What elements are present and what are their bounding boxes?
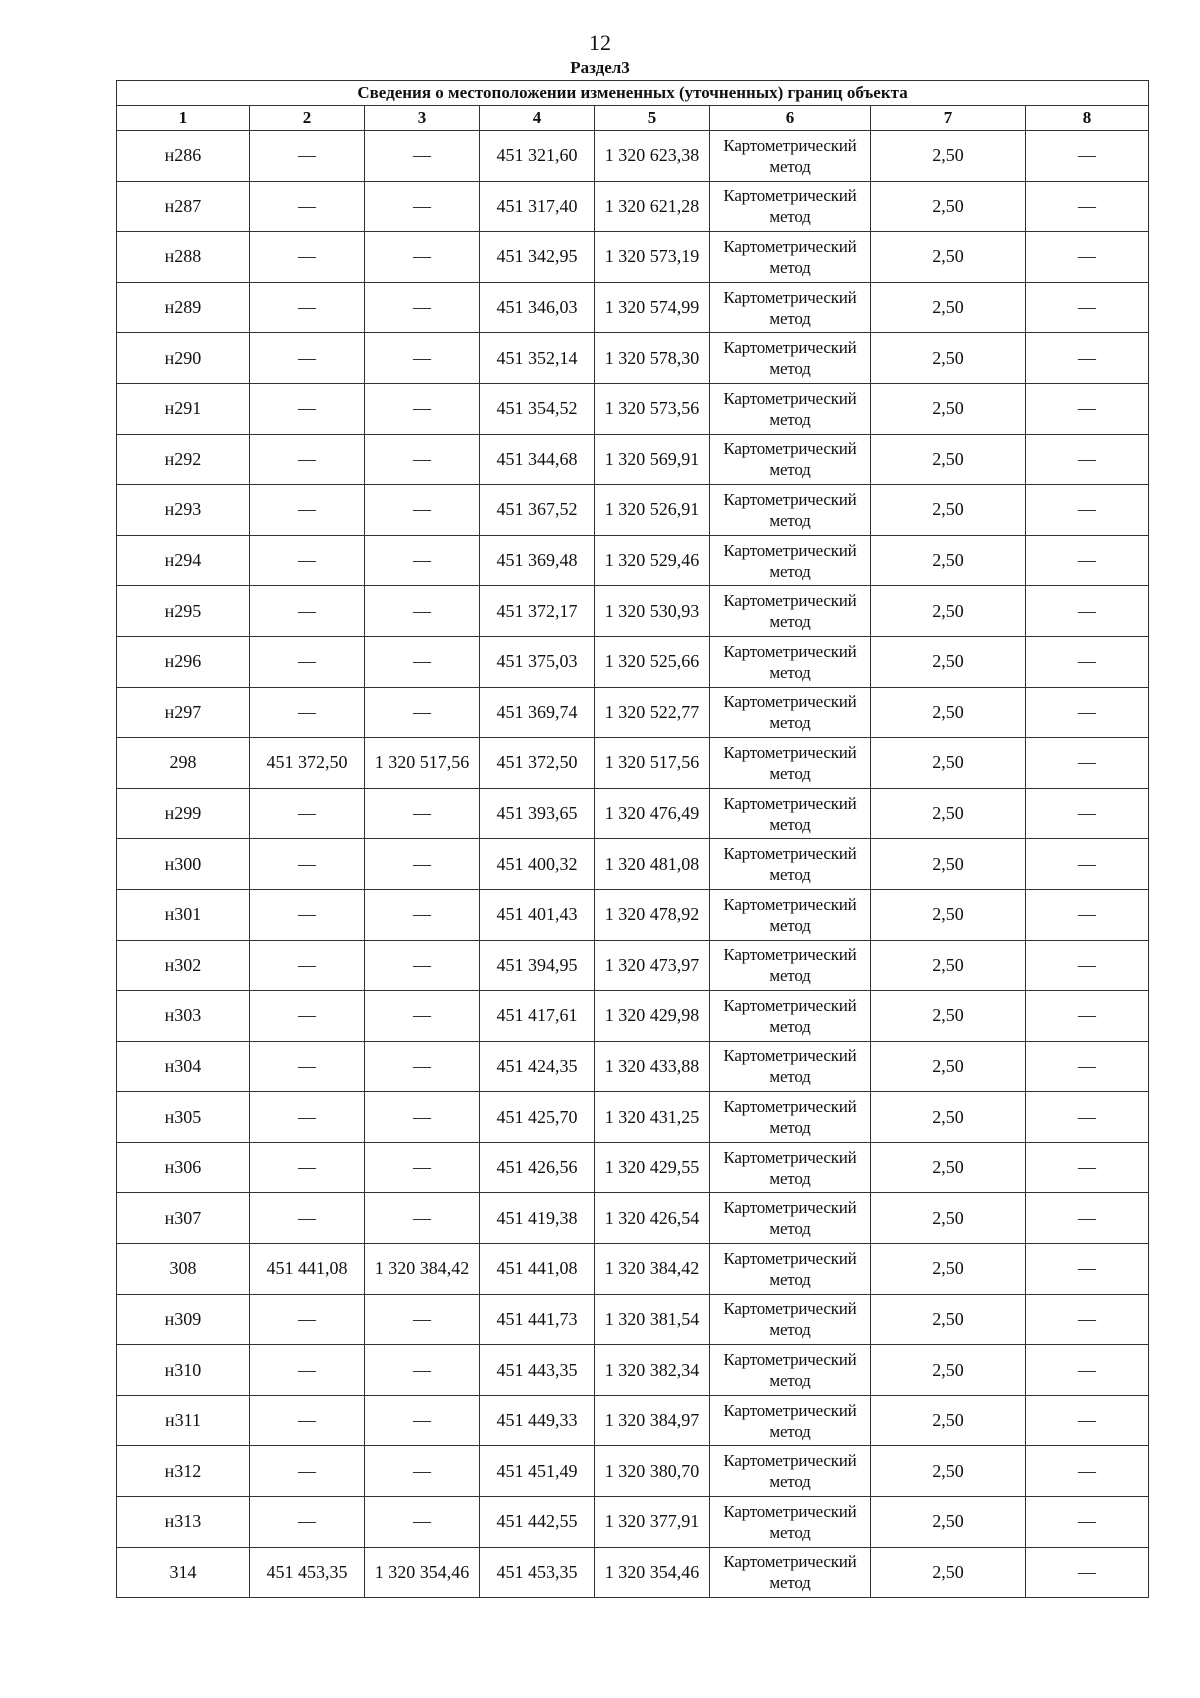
note-cell: —: [1026, 232, 1149, 283]
old-y-cell: —: [365, 1395, 480, 1446]
accuracy-cell: 2,50: [871, 991, 1026, 1042]
old-x-cell: —: [250, 434, 365, 485]
y-coordinate-cell: 1 320 429,55: [595, 1142, 710, 1193]
accuracy-cell: 2,50: [871, 839, 1026, 890]
method-cell: Картометрический метод: [710, 1395, 871, 1446]
point-id-cell: н296: [117, 636, 250, 687]
accuracy-cell: 2,50: [871, 1547, 1026, 1598]
old-x-cell: —: [250, 333, 365, 384]
method-cell: Картометрический метод: [710, 1142, 871, 1193]
old-x-cell: —: [250, 788, 365, 839]
point-id-cell: н301: [117, 889, 250, 940]
old-x-cell: —: [250, 131, 365, 182]
point-id-cell: н293: [117, 485, 250, 536]
x-coordinate-cell: 451 375,03: [480, 636, 595, 687]
accuracy-cell: 2,50: [871, 636, 1026, 687]
old-x-cell: —: [250, 282, 365, 333]
accuracy-cell: 2,50: [871, 485, 1026, 536]
table-row: [117, 181, 1149, 232]
old-y-cell: 1 320 354,46: [365, 1547, 480, 1598]
method-cell: Картометрический метод: [710, 586, 871, 637]
method-cell: Картометрический метод: [710, 889, 871, 940]
old-x-cell: —: [250, 1142, 365, 1193]
old-x-cell: —: [250, 1446, 365, 1497]
column-number: 4: [480, 106, 595, 131]
old-x-cell: —: [250, 889, 365, 940]
note-cell: —: [1026, 687, 1149, 738]
x-coordinate-cell: 451 451,49: [480, 1446, 595, 1497]
y-coordinate-cell: 1 320 621,28: [595, 181, 710, 232]
y-coordinate-cell: 1 320 526,91: [595, 485, 710, 536]
table-row: [117, 1547, 1149, 1598]
y-coordinate-cell: 1 320 569,91: [595, 434, 710, 485]
note-cell: —: [1026, 1294, 1149, 1345]
old-x-cell: —: [250, 1092, 365, 1143]
column-number: 6: [710, 106, 871, 131]
x-coordinate-cell: 451 321,60: [480, 131, 595, 182]
x-coordinate-cell: 451 401,43: [480, 889, 595, 940]
y-coordinate-cell: 1 320 377,91: [595, 1497, 710, 1548]
x-coordinate-cell: 451 394,95: [480, 940, 595, 991]
x-coordinate-cell: 451 441,73: [480, 1294, 595, 1345]
method-cell: Картометрический метод: [710, 1041, 871, 1092]
old-y-cell: 1 320 384,42: [365, 1244, 480, 1295]
old-x-cell: —: [250, 839, 365, 890]
old-x-cell: —: [250, 1395, 365, 1446]
old-x-cell: 451 453,35: [250, 1547, 365, 1598]
note-cell: —: [1026, 181, 1149, 232]
old-x-cell: —: [250, 181, 365, 232]
old-x-cell: —: [250, 940, 365, 991]
table-row: [117, 232, 1149, 283]
table-row: [117, 1193, 1149, 1244]
column-number: 8: [1026, 106, 1149, 131]
old-x-cell: —: [250, 383, 365, 434]
accuracy-cell: 2,50: [871, 1395, 1026, 1446]
x-coordinate-cell: 451 369,48: [480, 535, 595, 586]
note-cell: —: [1026, 1395, 1149, 1446]
y-coordinate-cell: 1 320 381,54: [595, 1294, 710, 1345]
note-cell: —: [1026, 1345, 1149, 1396]
old-y-cell: —: [365, 131, 480, 182]
table-row: [117, 788, 1149, 839]
method-cell: Картометрический метод: [710, 232, 871, 283]
y-coordinate-cell: 1 320 431,25: [595, 1092, 710, 1143]
accuracy-cell: 2,50: [871, 1345, 1026, 1396]
y-coordinate-cell: 1 320 382,34: [595, 1345, 710, 1396]
accuracy-cell: 2,50: [871, 1041, 1026, 1092]
point-id-cell: н313: [117, 1497, 250, 1548]
old-y-cell: —: [365, 333, 480, 384]
old-y-cell: —: [365, 383, 480, 434]
point-id-cell: н304: [117, 1041, 250, 1092]
accuracy-cell: 2,50: [871, 889, 1026, 940]
point-id-cell: н310: [117, 1345, 250, 1396]
old-x-cell: —: [250, 1041, 365, 1092]
table-row: [117, 1497, 1149, 1548]
point-id-cell: н299: [117, 788, 250, 839]
method-cell: Картометрический метод: [710, 131, 871, 182]
table-row: [117, 1446, 1149, 1497]
old-y-cell: —: [365, 1092, 480, 1143]
accuracy-cell: 2,50: [871, 1497, 1026, 1548]
old-y-cell: —: [365, 232, 480, 283]
method-cell: Картометрический метод: [710, 181, 871, 232]
old-y-cell: —: [365, 889, 480, 940]
x-coordinate-cell: 451 453,35: [480, 1547, 595, 1598]
method-cell: Картометрический метод: [710, 383, 871, 434]
method-cell: Картометрический метод: [710, 1345, 871, 1396]
accuracy-cell: 2,50: [871, 232, 1026, 283]
method-cell: Картометрический метод: [710, 1193, 871, 1244]
note-cell: —: [1026, 1497, 1149, 1548]
accuracy-cell: 2,50: [871, 333, 1026, 384]
accuracy-cell: 2,50: [871, 586, 1026, 637]
point-id-cell: н292: [117, 434, 250, 485]
y-coordinate-cell: 1 320 522,77: [595, 687, 710, 738]
note-cell: —: [1026, 131, 1149, 182]
x-coordinate-cell: 451 354,52: [480, 383, 595, 434]
accuracy-cell: 2,50: [871, 434, 1026, 485]
table-row: [117, 1041, 1149, 1092]
column-number: 3: [365, 106, 480, 131]
table-row: [117, 940, 1149, 991]
table-row: [117, 485, 1149, 536]
old-y-cell: —: [365, 485, 480, 536]
old-x-cell: —: [250, 1193, 365, 1244]
accuracy-cell: 2,50: [871, 282, 1026, 333]
method-cell: Картометрический метод: [710, 788, 871, 839]
old-y-cell: —: [365, 586, 480, 637]
point-id-cell: н289: [117, 282, 250, 333]
note-cell: —: [1026, 1193, 1149, 1244]
y-coordinate-cell: 1 320 429,98: [595, 991, 710, 1042]
old-x-cell: —: [250, 232, 365, 283]
old-y-cell: —: [365, 1193, 480, 1244]
note-cell: —: [1026, 535, 1149, 586]
table-row: [117, 1244, 1149, 1295]
accuracy-cell: 2,50: [871, 1193, 1026, 1244]
note-cell: —: [1026, 1244, 1149, 1295]
x-coordinate-cell: 451 441,08: [480, 1244, 595, 1295]
x-coordinate-cell: 451 424,35: [480, 1041, 595, 1092]
point-id-cell: н287: [117, 181, 250, 232]
old-x-cell: —: [250, 636, 365, 687]
column-number: 2: [250, 106, 365, 131]
note-cell: —: [1026, 991, 1149, 1042]
accuracy-cell: 2,50: [871, 181, 1026, 232]
old-x-cell: —: [250, 586, 365, 637]
note-cell: —: [1026, 485, 1149, 536]
accuracy-cell: 2,50: [871, 788, 1026, 839]
table-row: [117, 889, 1149, 940]
y-coordinate-cell: 1 320 384,97: [595, 1395, 710, 1446]
y-coordinate-cell: 1 320 481,08: [595, 839, 710, 890]
accuracy-cell: 2,50: [871, 383, 1026, 434]
old-x-cell: —: [250, 1497, 365, 1548]
y-coordinate-cell: 1 320 478,92: [595, 889, 710, 940]
x-coordinate-cell: 451 425,70: [480, 1092, 595, 1143]
x-coordinate-cell: 451 352,14: [480, 333, 595, 384]
old-y-cell: 1 320 517,56: [365, 738, 480, 789]
old-x-cell: 451 441,08: [250, 1244, 365, 1295]
table-caption-row: [117, 81, 1149, 106]
table-row: [117, 333, 1149, 384]
method-cell: Картометрический метод: [710, 333, 871, 384]
column-number: 7: [871, 106, 1026, 131]
old-y-cell: —: [365, 940, 480, 991]
table-row: [117, 586, 1149, 637]
note-cell: —: [1026, 940, 1149, 991]
column-number-row: [117, 106, 1149, 131]
note-cell: —: [1026, 788, 1149, 839]
old-y-cell: —: [365, 1294, 480, 1345]
x-coordinate-cell: 451 317,40: [480, 181, 595, 232]
old-y-cell: —: [365, 1446, 480, 1497]
point-id-cell: н312: [117, 1446, 250, 1497]
note-cell: —: [1026, 586, 1149, 637]
point-id-cell: н309: [117, 1294, 250, 1345]
old-y-cell: —: [365, 535, 480, 586]
y-coordinate-cell: 1 320 574,99: [595, 282, 710, 333]
method-cell: Картометрический метод: [710, 535, 871, 586]
method-cell: Картометрический метод: [710, 1547, 871, 1598]
table-row: [117, 1092, 1149, 1143]
table-row: [117, 1142, 1149, 1193]
table-row: [117, 738, 1149, 789]
x-coordinate-cell: 451 367,52: [480, 485, 595, 536]
method-cell: Картометрический метод: [710, 839, 871, 890]
y-coordinate-cell: 1 320 530,93: [595, 586, 710, 637]
point-id-cell: н297: [117, 687, 250, 738]
x-coordinate-cell: 451 426,56: [480, 1142, 595, 1193]
old-y-cell: —: [365, 181, 480, 232]
x-coordinate-cell: 451 449,33: [480, 1395, 595, 1446]
method-cell: Картометрический метод: [710, 485, 871, 536]
old-y-cell: —: [365, 788, 480, 839]
point-id-cell: 314: [117, 1547, 250, 1598]
table-row: [117, 1345, 1149, 1396]
table-row: [117, 434, 1149, 485]
old-y-cell: —: [365, 1345, 480, 1396]
x-coordinate-cell: 451 419,38: [480, 1193, 595, 1244]
y-coordinate-cell: 1 320 384,42: [595, 1244, 710, 1295]
accuracy-cell: 2,50: [871, 1294, 1026, 1345]
old-y-cell: —: [365, 434, 480, 485]
method-cell: Картометрический метод: [710, 940, 871, 991]
accuracy-cell: 2,50: [871, 131, 1026, 182]
x-coordinate-cell: 451 442,55: [480, 1497, 595, 1548]
y-coordinate-cell: 1 320 426,54: [595, 1193, 710, 1244]
y-coordinate-cell: 1 320 517,56: [595, 738, 710, 789]
note-cell: —: [1026, 1041, 1149, 1092]
table-row: [117, 687, 1149, 738]
point-id-cell: 298: [117, 738, 250, 789]
x-coordinate-cell: 451 344,68: [480, 434, 595, 485]
point-id-cell: 308: [117, 1244, 250, 1295]
old-x-cell: —: [250, 1294, 365, 1345]
x-coordinate-cell: 451 393,65: [480, 788, 595, 839]
note-cell: —: [1026, 282, 1149, 333]
method-cell: Картометрический метод: [710, 636, 871, 687]
table-row: [117, 991, 1149, 1042]
table-row: [117, 383, 1149, 434]
y-coordinate-cell: 1 320 476,49: [595, 788, 710, 839]
old-x-cell: —: [250, 535, 365, 586]
table-row: [117, 1395, 1149, 1446]
old-x-cell: 451 372,50: [250, 738, 365, 789]
method-cell: Картометрический метод: [710, 1497, 871, 1548]
note-cell: —: [1026, 1547, 1149, 1598]
table-row: [117, 636, 1149, 687]
old-x-cell: —: [250, 991, 365, 1042]
point-id-cell: н288: [117, 232, 250, 283]
y-coordinate-cell: 1 320 354,46: [595, 1547, 710, 1598]
y-coordinate-cell: 1 320 473,97: [595, 940, 710, 991]
method-cell: Картометрический метод: [710, 1092, 871, 1143]
method-cell: Картометрический метод: [710, 687, 871, 738]
old-y-cell: —: [365, 839, 480, 890]
method-cell: Картометрический метод: [710, 991, 871, 1042]
old-y-cell: —: [365, 1497, 480, 1548]
method-cell: Картометрический метод: [710, 282, 871, 333]
method-cell: Картометрический метод: [710, 434, 871, 485]
y-coordinate-cell: 1 320 623,38: [595, 131, 710, 182]
y-coordinate-cell: 1 320 529,46: [595, 535, 710, 586]
point-id-cell: н307: [117, 1193, 250, 1244]
method-cell: Картометрический метод: [710, 1446, 871, 1497]
accuracy-cell: 2,50: [871, 535, 1026, 586]
table-row: [117, 131, 1149, 182]
point-id-cell: н286: [117, 131, 250, 182]
method-cell: Картометрический метод: [710, 1244, 871, 1295]
method-cell: Картометрический метод: [710, 1294, 871, 1345]
column-number: 5: [595, 106, 710, 131]
x-coordinate-cell: 451 443,35: [480, 1345, 595, 1396]
coordinates-table: [116, 80, 1149, 1598]
x-coordinate-cell: 451 369,74: [480, 687, 595, 738]
accuracy-cell: 2,50: [871, 1244, 1026, 1295]
point-id-cell: н294: [117, 535, 250, 586]
table-body: [117, 131, 1149, 1598]
old-y-cell: —: [365, 282, 480, 333]
note-cell: —: [1026, 434, 1149, 485]
point-id-cell: н306: [117, 1142, 250, 1193]
page-number: 12: [589, 30, 611, 55]
old-y-cell: —: [365, 1142, 480, 1193]
old-y-cell: —: [365, 687, 480, 738]
point-id-cell: н290: [117, 333, 250, 384]
x-coordinate-cell: 451 417,61: [480, 991, 595, 1042]
y-coordinate-cell: 1 320 578,30: [595, 333, 710, 384]
point-id-cell: н302: [117, 940, 250, 991]
accuracy-cell: 2,50: [871, 1142, 1026, 1193]
y-coordinate-cell: 1 320 525,66: [595, 636, 710, 687]
old-x-cell: —: [250, 687, 365, 738]
note-cell: —: [1026, 1142, 1149, 1193]
method-cell: Картометрический метод: [710, 738, 871, 789]
note-cell: —: [1026, 636, 1149, 687]
old-x-cell: —: [250, 485, 365, 536]
point-id-cell: н295: [117, 586, 250, 637]
point-id-cell: н311: [117, 1395, 250, 1446]
accuracy-cell: 2,50: [871, 738, 1026, 789]
y-coordinate-cell: 1 320 433,88: [595, 1041, 710, 1092]
old-x-cell: —: [250, 1345, 365, 1396]
note-cell: —: [1026, 889, 1149, 940]
x-coordinate-cell: 451 346,03: [480, 282, 595, 333]
accuracy-cell: 2,50: [871, 687, 1026, 738]
point-id-cell: н291: [117, 383, 250, 434]
note-cell: —: [1026, 333, 1149, 384]
y-coordinate-cell: 1 320 573,56: [595, 383, 710, 434]
old-y-cell: —: [365, 1041, 480, 1092]
table-row: [117, 839, 1149, 890]
y-coordinate-cell: 1 320 380,70: [595, 1446, 710, 1497]
column-number: 1: [117, 106, 250, 131]
note-cell: —: [1026, 383, 1149, 434]
x-coordinate-cell: 451 400,32: [480, 839, 595, 890]
old-y-cell: —: [365, 991, 480, 1042]
note-cell: —: [1026, 738, 1149, 789]
table-caption: Сведения о местоположении измененных (уточненных) границ объекта: [117, 81, 1149, 106]
point-id-cell: н305: [117, 1092, 250, 1143]
accuracy-cell: 2,50: [871, 1092, 1026, 1143]
table-row: [117, 1294, 1149, 1345]
table-row: [117, 282, 1149, 333]
note-cell: —: [1026, 1446, 1149, 1497]
table-row: [117, 535, 1149, 586]
point-id-cell: н300: [117, 839, 250, 890]
y-coordinate-cell: 1 320 573,19: [595, 232, 710, 283]
note-cell: —: [1026, 1092, 1149, 1143]
x-coordinate-cell: 451 372,50: [480, 738, 595, 789]
accuracy-cell: 2,50: [871, 1446, 1026, 1497]
note-cell: —: [1026, 839, 1149, 890]
point-id-cell: н303: [117, 991, 250, 1042]
x-coordinate-cell: 451 342,95: [480, 232, 595, 283]
old-y-cell: —: [365, 636, 480, 687]
section-title: Раздел3: [570, 58, 630, 77]
accuracy-cell: 2,50: [871, 940, 1026, 991]
x-coordinate-cell: 451 372,17: [480, 586, 595, 637]
